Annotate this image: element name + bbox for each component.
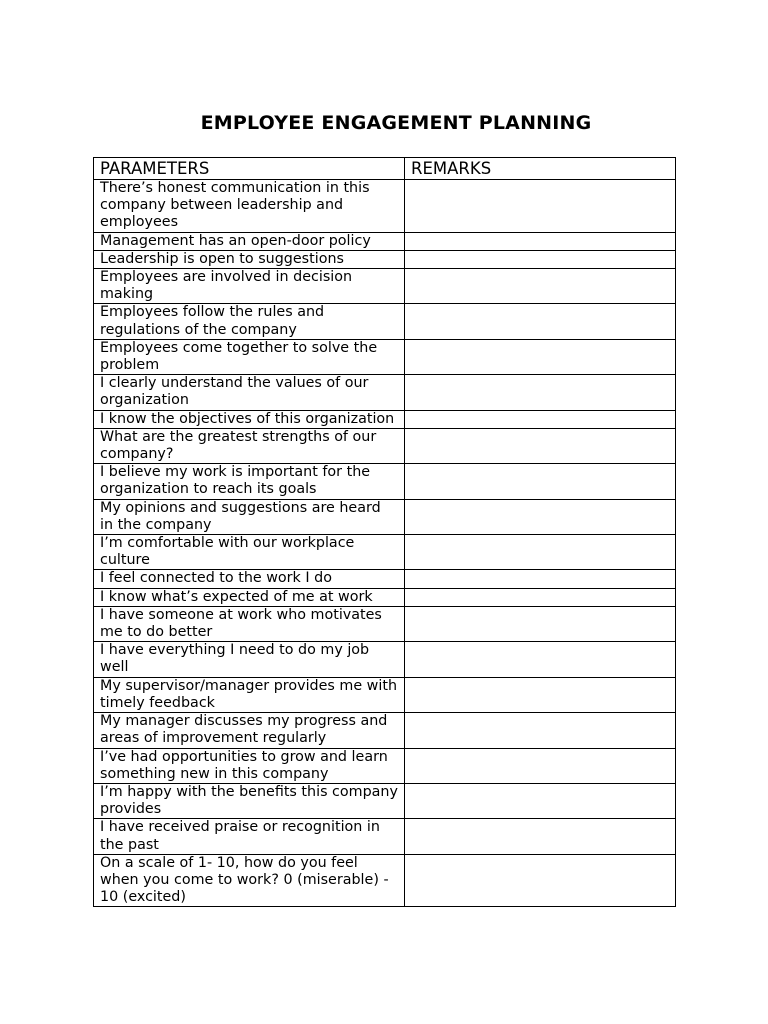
table-header-row xyxy=(94,158,676,180)
table-row xyxy=(94,180,676,233)
remarks-cell[interactable] xyxy=(405,232,676,250)
parameter-cell: My opinions and suggestions are heard in the company xyxy=(94,499,405,534)
table-row xyxy=(94,606,676,641)
table-row xyxy=(94,375,676,410)
remarks-cell[interactable] xyxy=(405,428,676,463)
page-title: EMPLOYEE ENGAGEMENT PLANNING xyxy=(200,112,592,134)
remarks-cell[interactable] xyxy=(405,606,676,641)
table-row xyxy=(94,232,676,250)
table-row xyxy=(94,677,676,712)
table-row xyxy=(94,339,676,374)
parameter-cell: On a scale of 1- 10, how do you feel when you come to work? 0 (miserable) - 10 (excited) xyxy=(94,854,405,907)
table-row xyxy=(94,570,676,588)
table-row xyxy=(94,713,676,748)
parameter-cell: I have someone at work who motivates me to do better xyxy=(94,606,405,641)
remarks-cell[interactable] xyxy=(405,677,676,712)
parameter-cell: My supervisor/manager provides me with timely feedback xyxy=(94,677,405,712)
parameter-cell: I have everything I need to do my job well xyxy=(94,642,405,677)
parameter-cell: Leadership is open to suggestions xyxy=(94,250,405,268)
table-body xyxy=(94,180,676,907)
parameter-cell: What are the greatest strengths of our company? xyxy=(94,428,405,463)
remarks-cell[interactable] xyxy=(405,375,676,410)
parameter-cell: Employees are involved in decision making xyxy=(94,269,405,304)
table-row xyxy=(94,535,676,570)
engagement-table xyxy=(93,157,676,907)
remarks-cell[interactable] xyxy=(405,713,676,748)
remarks-cell[interactable] xyxy=(405,854,676,907)
parameters-header: PARAMETERS xyxy=(94,158,405,180)
remarks-cell[interactable] xyxy=(405,642,676,677)
remarks-cell[interactable] xyxy=(405,499,676,534)
table-row xyxy=(94,428,676,463)
parameter-cell: I know the objectives of this organization xyxy=(94,410,405,428)
remarks-cell[interactable] xyxy=(405,783,676,818)
parameter-cell: I’m happy with the benefits this company provides xyxy=(94,783,405,818)
table-row xyxy=(94,783,676,818)
parameter-cell: My manager discusses my progress and areas of improvement regularly xyxy=(94,713,405,748)
parameter-cell: I’ve had opportunities to grow and learn something new in this company xyxy=(94,748,405,783)
parameter-cell: I clearly understand the values of our organization xyxy=(94,375,405,410)
table-row xyxy=(94,269,676,304)
table-row xyxy=(94,819,676,854)
table-row xyxy=(94,642,676,677)
parameter-cell: Management has an open-door policy xyxy=(94,232,405,250)
remarks-cell[interactable] xyxy=(405,535,676,570)
remarks-header: REMARKS xyxy=(405,158,676,180)
remarks-cell[interactable] xyxy=(405,464,676,499)
remarks-cell[interactable] xyxy=(405,748,676,783)
remarks-cell[interactable] xyxy=(405,250,676,268)
remarks-cell[interactable] xyxy=(405,588,676,606)
remarks-cell[interactable] xyxy=(405,304,676,339)
table-row xyxy=(94,410,676,428)
remarks-cell[interactable] xyxy=(405,339,676,374)
remarks-cell[interactable] xyxy=(405,180,676,233)
table-row xyxy=(94,748,676,783)
remarks-cell[interactable] xyxy=(405,570,676,588)
parameter-cell: Employees come together to solve the problem xyxy=(94,339,405,374)
table-row xyxy=(94,499,676,534)
table-row xyxy=(94,588,676,606)
parameter-cell: I feel connected to the work I do xyxy=(94,570,405,588)
table-row xyxy=(94,464,676,499)
parameter-cell: I believe my work is important for the organization to reach its goals xyxy=(94,464,405,499)
remarks-cell[interactable] xyxy=(405,269,676,304)
table-row xyxy=(94,250,676,268)
parameter-cell: Employees follow the rules and regulations of the company xyxy=(94,304,405,339)
remarks-cell[interactable] xyxy=(405,819,676,854)
table-row xyxy=(94,304,676,339)
parameter-cell: I know what’s expected of me at work xyxy=(94,588,405,606)
parameter-cell: I’m comfortable with our workplace culture xyxy=(94,535,405,570)
remarks-cell[interactable] xyxy=(405,410,676,428)
parameter-cell: There’s honest communication in this company between leadership and employees xyxy=(94,180,405,233)
table-row xyxy=(94,854,676,907)
parameter-cell: I have received praise or recognition in the past xyxy=(94,819,405,854)
